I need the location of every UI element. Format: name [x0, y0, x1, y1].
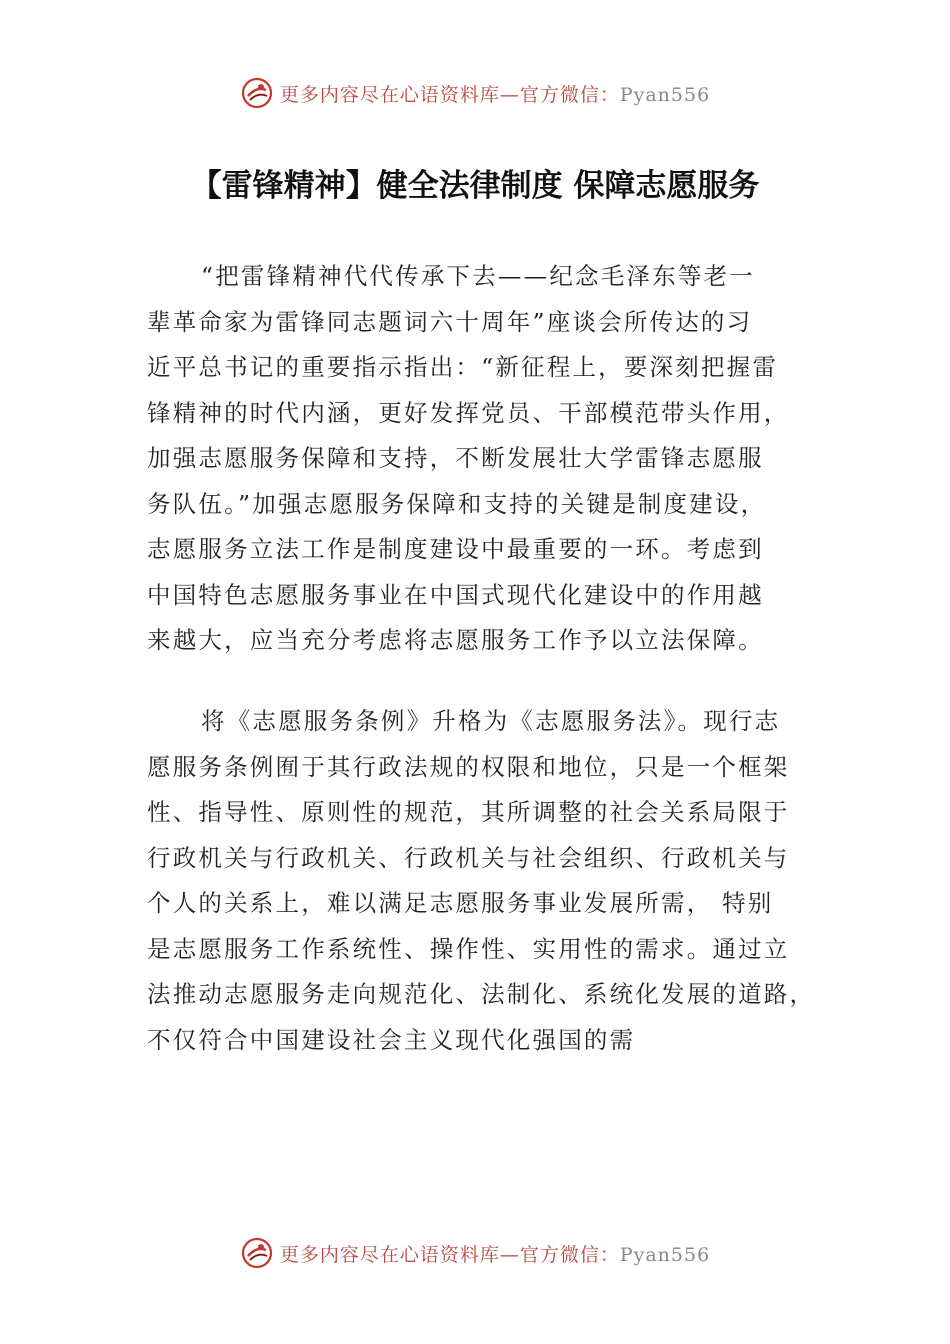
banner-main-text: 更多内容尽在心语资料库—官方微信： — [279, 1243, 620, 1266]
wechat-id: Pyan556 — [619, 1243, 711, 1266]
paragraph-line: 志愿服务立法工作是制度建设中最重要的一环。考虑到 — [147, 535, 764, 563]
paragraph-line: 中国特色志愿服务事业在中国式现代化建设中的作用越 — [147, 580, 764, 609]
wechat-id: Pyan556 — [619, 83, 711, 106]
paragraph-line: 不仅符合中国建设社会主义现代化强国的需 — [147, 1025, 636, 1054]
paragraph-line: 是志愿服务工作系统性、操作性、实用性的需求。通过立 — [147, 934, 790, 963]
paragraph-line: 性、指导性、原则性的规范，其所调整的社会关系局限于 — [147, 798, 790, 826]
book-logo-icon — [240, 1236, 274, 1270]
banner-main-text: 更多内容尽在心语资料库—官方微信： — [279, 83, 620, 106]
paragraph-line: 来越大，应当充分考虑将志愿服务工作予以立法保障。 — [147, 626, 764, 654]
footer-watermark-banner — [0, 1233, 950, 1273]
paragraph-line: 辈革命家为雷锋同志题词六十周年”座谈会所传达的习 — [147, 307, 753, 336]
paragraph-1 — [147, 254, 837, 664]
paragraph-line: “把雷锋精神代代传承下去——纪念毛泽东等老一 — [201, 262, 755, 290]
paragraph-line: 加强志愿服务保障和支持，不断发展壮大学雷锋志愿服 — [147, 444, 764, 472]
paragraph-line: 法推动志愿服务走向规范化、法制化、系统化发展的道路， — [147, 980, 816, 1008]
banner-text — [280, 1240, 710, 1267]
paragraph-line: 锋精神的时代内涵，更好发挥党员、干部模范带头作用， — [147, 398, 790, 427]
header-watermark-banner — [0, 73, 950, 113]
paragraph-line: 行政机关与行政机关、行政机关与社会组织、行政机关与 — [147, 843, 790, 872]
banner-text — [280, 80, 710, 107]
paragraph-line: 愿服务条例囿于其行政法规的权限和地位，只是一个框架 — [147, 752, 790, 781]
book-logo-icon — [240, 76, 274, 110]
paragraph-line: 务队伍。”加强志愿服务保障和支持的关键是制度建设， — [147, 489, 767, 518]
paragraph-2 — [147, 699, 837, 1063]
paragraph-line: 个人的关系上，难以满足志愿服务事业发展所需， 特别 — [147, 889, 774, 917]
paragraph-line: 将《志愿服务条例》升格为《志愿服务法》。现行志 — [201, 707, 781, 735]
paragraph-line: 近平总书记的重要指示指出：“新征程上，要深刻把握雷 — [147, 353, 779, 381]
page-title: 【雷锋精神】健全法律制度 保障志愿服务 — [190, 168, 760, 204]
